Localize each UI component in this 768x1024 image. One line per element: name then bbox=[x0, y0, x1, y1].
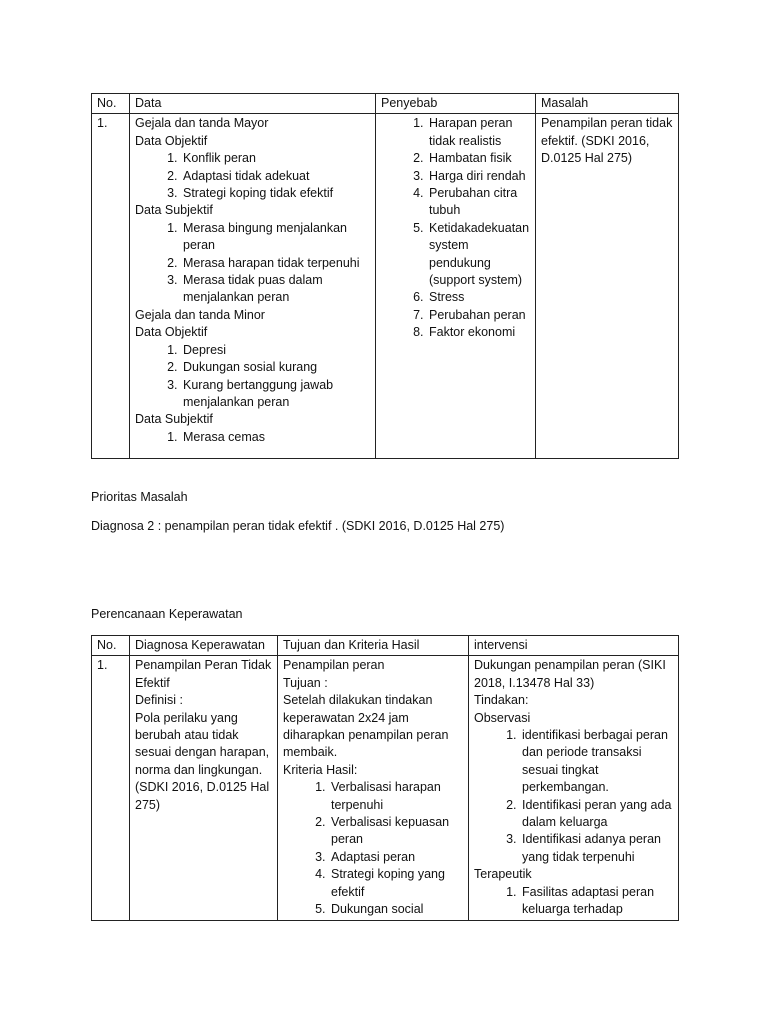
intervensi-title: Dukungan penampilan peran (SIKI 2018, I.13478 Hal 33) bbox=[474, 658, 666, 690]
col-header-tujuan: Tujuan dan Kriteria Hasil bbox=[278, 636, 469, 656]
observasi-list bbox=[474, 727, 673, 866]
list-item: 6. Stress bbox=[427, 289, 530, 306]
list-item: 2. Verbalisasi kepuasan peran bbox=[329, 814, 463, 849]
list-item: 3. Identifikasi adanya peran yang tidak terpenuhi bbox=[520, 831, 673, 866]
mayor-title: Gejala dan tanda Mayor bbox=[135, 116, 269, 131]
tujuan-cell bbox=[278, 656, 469, 920]
prioritas-heading: Prioritas Masalah bbox=[91, 490, 188, 504]
list-item: 3. Kurang bertanggung jawab menjalankan peran bbox=[181, 377, 370, 412]
masalah-cell: Penampilan peran tidak efektif. (SDKI 2016, D.0125 Hal 275) bbox=[536, 114, 679, 459]
intervensi-cell bbox=[469, 656, 679, 920]
row-no: 1. bbox=[92, 114, 130, 459]
minor-obj-list bbox=[135, 342, 370, 412]
list-item: 7. Perubahan peran bbox=[427, 307, 530, 324]
definisi-label: Definisi : bbox=[135, 693, 183, 708]
penyebab-list bbox=[381, 115, 530, 341]
list-item: 8. Faktor ekonomi bbox=[427, 324, 530, 341]
observasi-label: Observasi bbox=[474, 710, 531, 725]
list-item: 2. Adaptasi tidak adekuat bbox=[181, 168, 370, 185]
table-row bbox=[92, 656, 679, 920]
list-item: 2. Dukungan sosial kurang bbox=[181, 359, 370, 376]
kriteria-label: Kriteria Hasil: bbox=[283, 762, 358, 777]
tindakan-label: Tindakan: bbox=[474, 693, 529, 708]
kriteria-list bbox=[283, 779, 463, 918]
list-item: 3. Merasa tidak puas dalam menjalankan peran bbox=[181, 272, 370, 307]
list-item: 5. Ketidakadekuatan system pendukung (support system) bbox=[427, 220, 530, 290]
terapeutik-list bbox=[474, 884, 673, 919]
list-item: 3. Strategi koping tidak efektif bbox=[181, 185, 370, 202]
list-item: 1. Merasa bingung menjalankan peran bbox=[181, 220, 370, 255]
mayor-obj-list bbox=[135, 150, 370, 202]
list-item: 2. Merasa harapan tidak terpenuhi bbox=[181, 255, 370, 272]
list-item: 3. Adaptasi peran bbox=[329, 849, 463, 866]
tujuan-title: Penampilan peran bbox=[283, 658, 385, 673]
minor-title: Gejala dan tanda Minor bbox=[135, 307, 265, 322]
col-header-penyebab: Penyebab bbox=[376, 94, 536, 114]
list-item: 5. Dukungan social bbox=[329, 901, 463, 918]
tujuan-label: Tujuan : bbox=[283, 675, 328, 690]
minor-obj-title: Data Objektif bbox=[135, 325, 208, 340]
list-item: 1. Fasilitas adaptasi peran keluarga terhadap bbox=[520, 884, 673, 919]
list-item: 3. Harga diri rendah bbox=[427, 168, 530, 185]
list-item: 2. Identifikasi peran yang ada dalam keluarga bbox=[520, 797, 673, 832]
data-cell bbox=[130, 114, 376, 459]
terapeutik-label: Terapeutik bbox=[474, 867, 532, 882]
table-row bbox=[92, 114, 679, 459]
list-item: 4. Strategi koping yang efektif bbox=[329, 866, 463, 901]
col-header-no: No. bbox=[92, 94, 130, 114]
list-item: 1. Verbalisasi harapan terpenuhi bbox=[329, 779, 463, 814]
mayor-obj-title: Data Objektif bbox=[135, 133, 208, 148]
diagnosa-cell bbox=[130, 656, 278, 920]
definisi-text: Pola perilaku yang berubah atau tidak sesuai dengan harapan, norma dan lingkungan. (SDKI 2016, D.0125 Hal 275) bbox=[135, 710, 270, 812]
list-item: 2. Hambatan fisik bbox=[427, 150, 530, 167]
col-header-diagnosa: Diagnosa Keperawatan bbox=[130, 636, 278, 656]
table-header-row bbox=[92, 636, 679, 656]
penyebab-cell bbox=[376, 114, 536, 459]
col-header-intervensi: intervensi bbox=[469, 636, 679, 656]
plan-table bbox=[91, 635, 679, 921]
row-no: 1. bbox=[92, 656, 130, 920]
perencanaan-heading: Perencanaan Keperawatan bbox=[91, 607, 243, 621]
diagnosa-line: Diagnosa 2 : penampilan peran tidak efektif . (SDKI 2016, D.0125 Hal 275) bbox=[91, 519, 505, 533]
col-header-masalah: Masalah bbox=[536, 94, 679, 114]
diagnosa-title: Penampilan Peran Tidak Efektif bbox=[135, 658, 272, 690]
mayor-subj-list bbox=[135, 220, 370, 307]
list-item: 1. identifikasi berbagai peran dan periode transaksi sesuai tingkat perkembangan. bbox=[520, 727, 673, 797]
mayor-subj-title: Data Subjektif bbox=[135, 203, 213, 218]
col-header-no: No. bbox=[92, 636, 130, 656]
list-item: 1. Merasa cemas bbox=[181, 429, 370, 446]
data-table bbox=[91, 93, 679, 459]
list-item: 1. Depresi bbox=[181, 342, 370, 359]
minor-subj-title: Data Subjektif bbox=[135, 412, 213, 427]
col-header-data: Data bbox=[130, 94, 376, 114]
table-header-row bbox=[92, 94, 679, 114]
tujuan-text: Setelah dilakukan tindakan keperawatan 2x24 jam diharapkan penampilan peran membaik. bbox=[283, 693, 449, 760]
list-item: 1. Harapan peran tidak realistis bbox=[427, 115, 530, 150]
list-item: 1. Konflik peran bbox=[181, 150, 370, 167]
minor-subj-list bbox=[135, 429, 370, 446]
list-item: 4. Perubahan citra tubuh bbox=[427, 185, 530, 220]
